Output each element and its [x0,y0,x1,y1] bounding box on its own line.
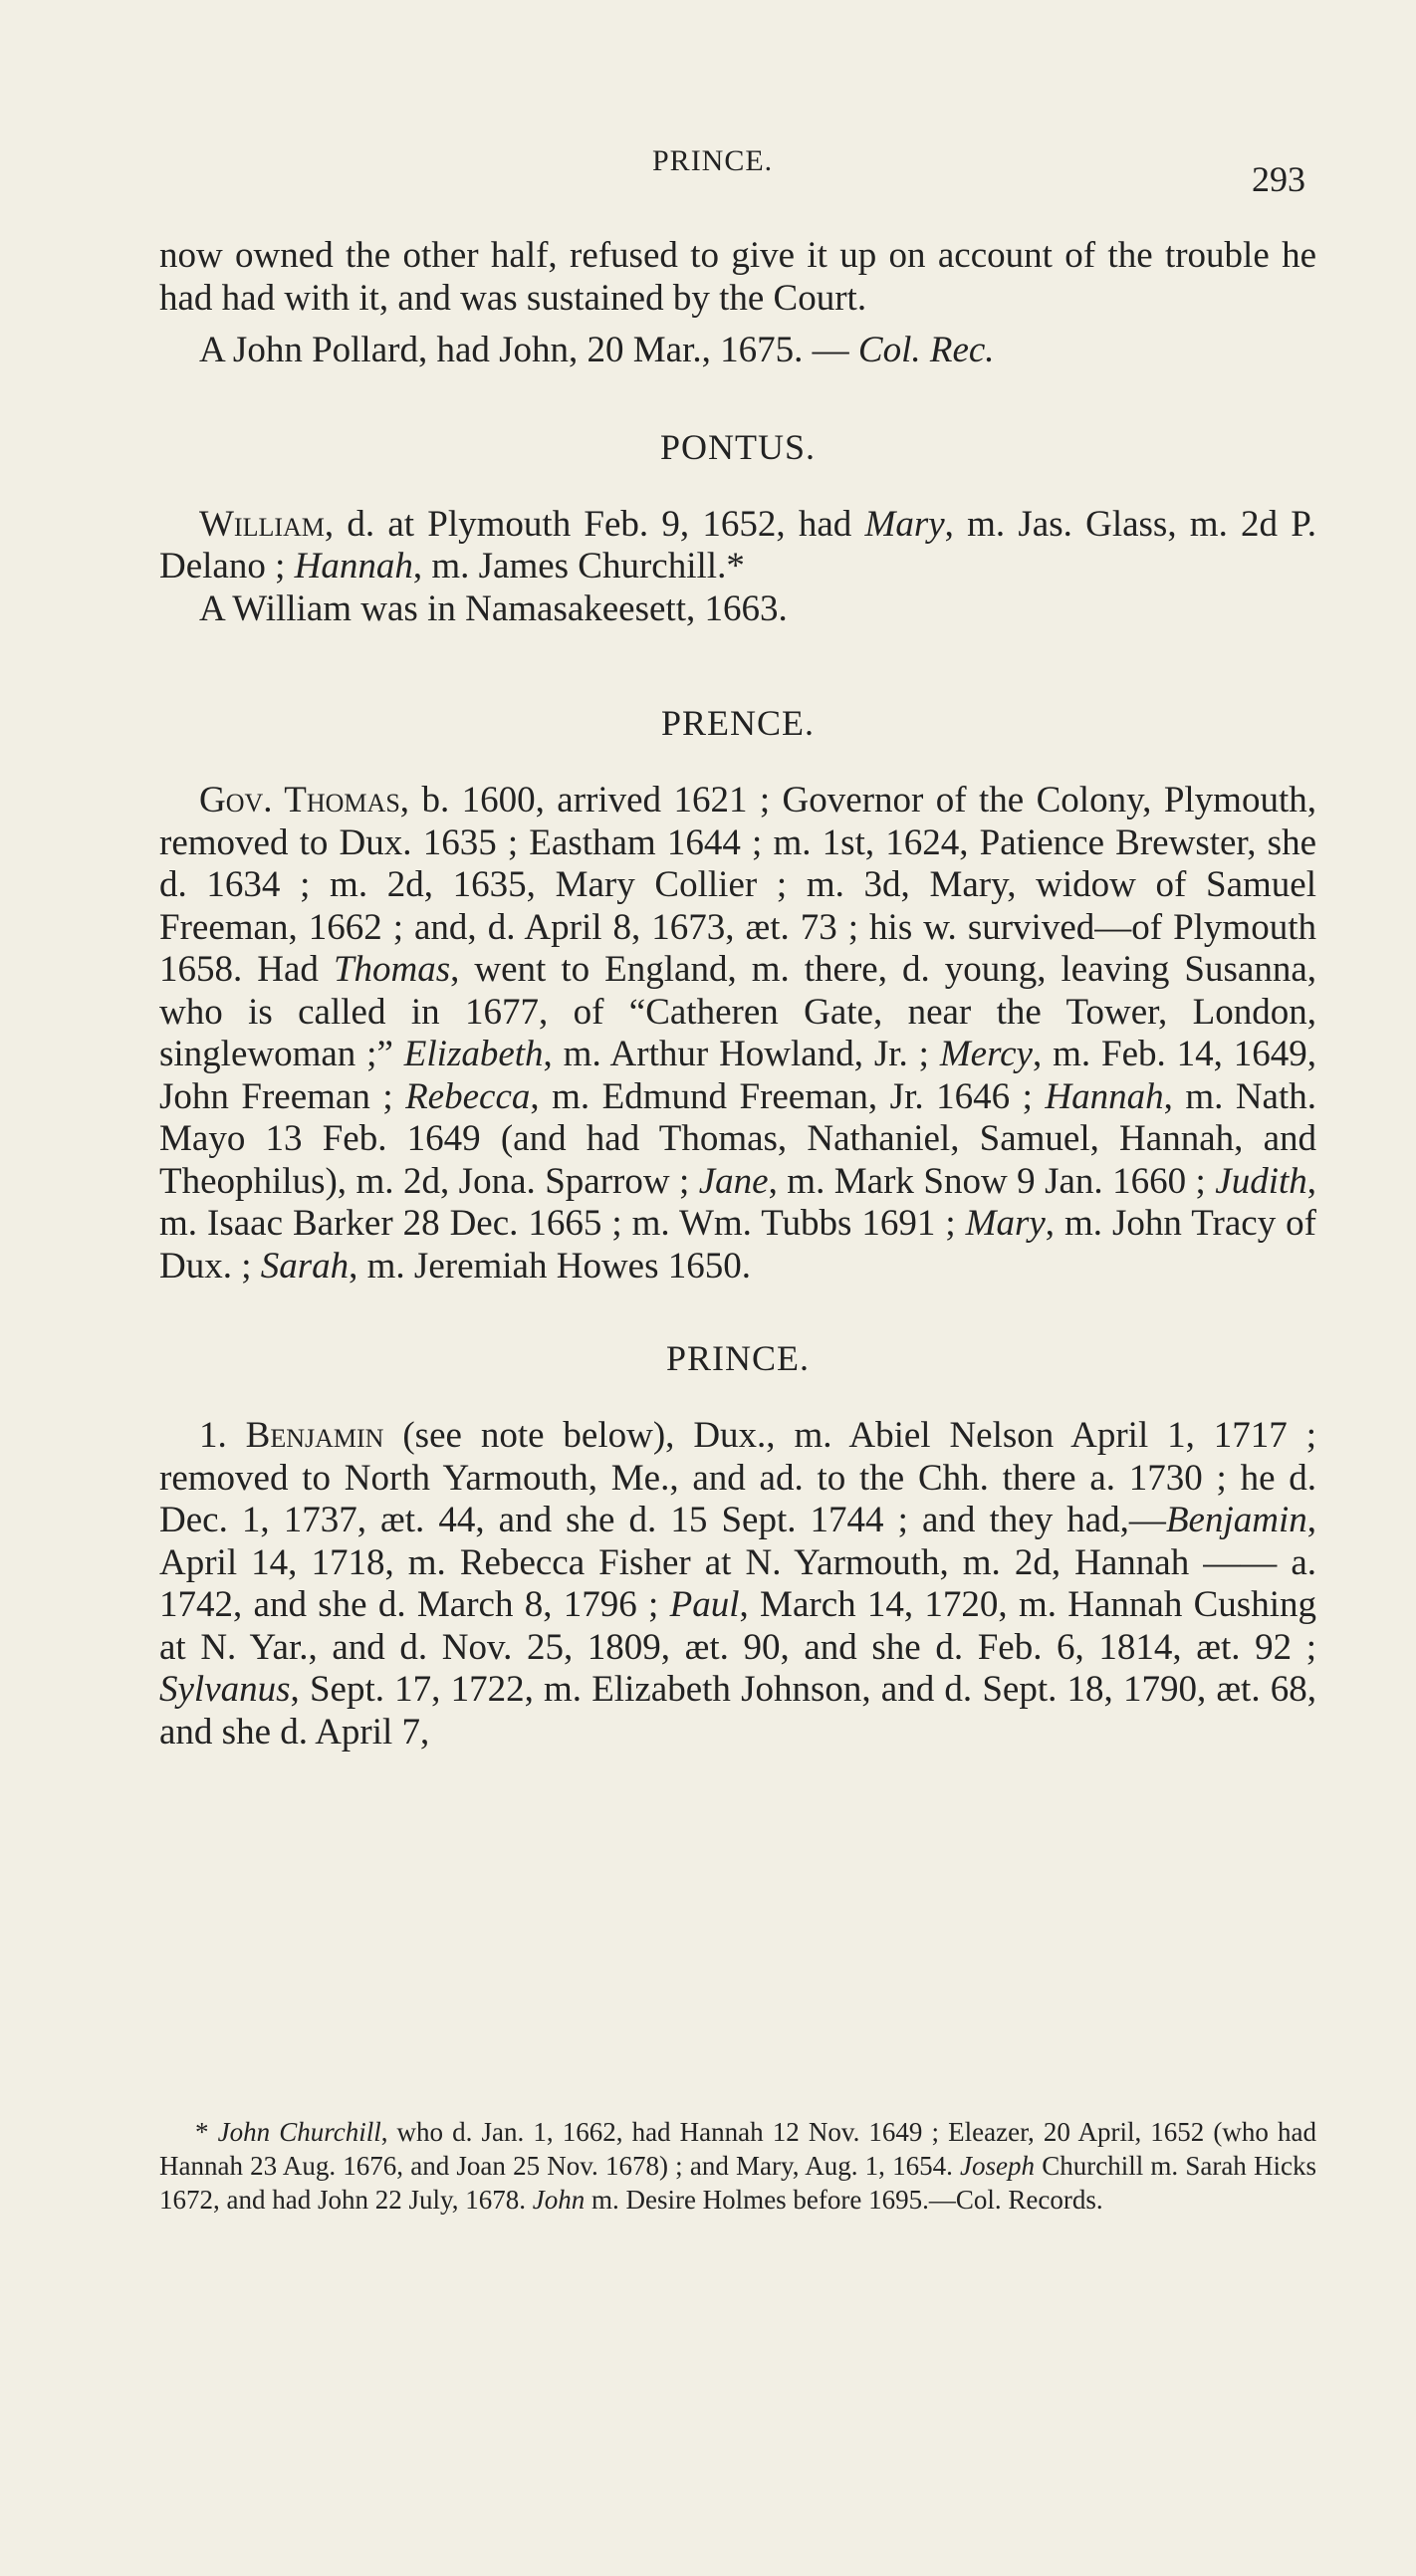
pollard-note: A John Pollard, had John, 20 Mar., 1675. — Col. Rec. [199,330,995,370]
entry-name: Benjamin [245,1415,384,1456]
source-citation: Col. Rec. [857,330,995,370]
main-text [159,235,1316,1754]
footnote-text: * John Churchill, who d. Jan. 1, 1662, had Hannah 12 Nov. 1649 ; Eleazer, 20 April, 1652 (who had Hannah 23 Aug. 1676, and Joan 25 Nov. 1678) ; and Mary, Aug. 1, 1654. Joseph Churchill m. Sarah Hicks 1672, and had John 22 July, 1678. John m. Desire Holmes before 1695.—Col. Records. [159,2117,1316,2215]
pontus-note: A William was in Namasakeesett, 1663. [199,587,788,629]
entry-name: William [199,503,325,545]
prence-entry: Gov. Thomas, b. 1600, arrived 1621 ; Governor of the Colony, Plymouth, removed to Dux. 1635 ; Eastham 1644 ; m. 1st, 1624, Patience Brewster, she d. 1634 ; m. 2d, 1635, Mary Collier ; m. 3d, Mary, widow of Samuel Freeman, 1662 ; and, d. April 8, 1673, æt. 73 ; his w. survived—of Plymouth 1658. Had Thomas, went to England, m. there, d. young, leaving Susanna, who is called in 1677, of “Catheren Gate, near the Tower, London, singlewoman ;” Elizabeth, m. Arthur Howland, Jr. ; Mercy, m. Feb. 14, 1649, John Freeman ; Rebecca, m. Edmund Freeman, Jr. 1646 ; Hannah, m. Nath. Mayo 13 Feb. 1649 (and had Thomas, Nathaniel, Samuel, Hannah, and Theophilus), m. 2d, Jona. Sparrow ; Jane, m. Mark Snow 9 Jan. 1660 ; Judith, m. Isaac Barker 28 Dec. 1665 ; m. Wm. Tubbs 1691 ; Mary, m. John Tracy of Dux. ; Sarah, m. Jeremiah Howes 1650. [159,780,1317,1287]
pontus-entry: William, d. at Plymouth Feb. 9, 1652, had Mary, m. Jas. Glass, m. 2d P. Delano ; Hannah, m. James Churchill.* [159,503,1317,586]
prince-heading: PRINCE. [665,1338,811,1378]
entry-name: Gov. Thomas [199,780,400,820]
running-title: PRINCE. [652,144,774,177]
footnote [159,2115,1316,2217]
pontus-heading: PONTUS. [659,426,817,467]
page-number: 293 [1252,159,1305,199]
running-head [0,144,1416,204]
prince-entry: 1. Benjamin (see note below), Dux., m. Abiel Nelson April 1, 1717 ; removed to North Yarmouth, Me., and ad. to the Chh. there a. 1730 ; he d. Dec. 1, 1737, æt. 44, and she d. 15 Sept. 1744 ; and they had,—Benjamin, April 14, 1718, m. Rebecca Fisher at N. Yarmouth, m. 2d, Hannah —— a. 1742, and she d. March 8, 1796 ; Paul, March 14, 1720, m. Hannah Cushing at N. Yar., and d. Nov. 25, 1809, æt. 90, and she d. Feb. 6, 1814, æt. 92 ; Sylvanus, Sept. 17, 1722, m. Elizabeth Johnson, and d. Sept. 18, 1790, æt. 68, and she d. April 7, [159,1415,1316,1753]
prence-heading: PRENCE. [660,703,816,743]
pollard-continuation: now owned the other half, refused to give it up on account of the trouble he had had with it, and was sustained by the Court. [159,235,1316,319]
